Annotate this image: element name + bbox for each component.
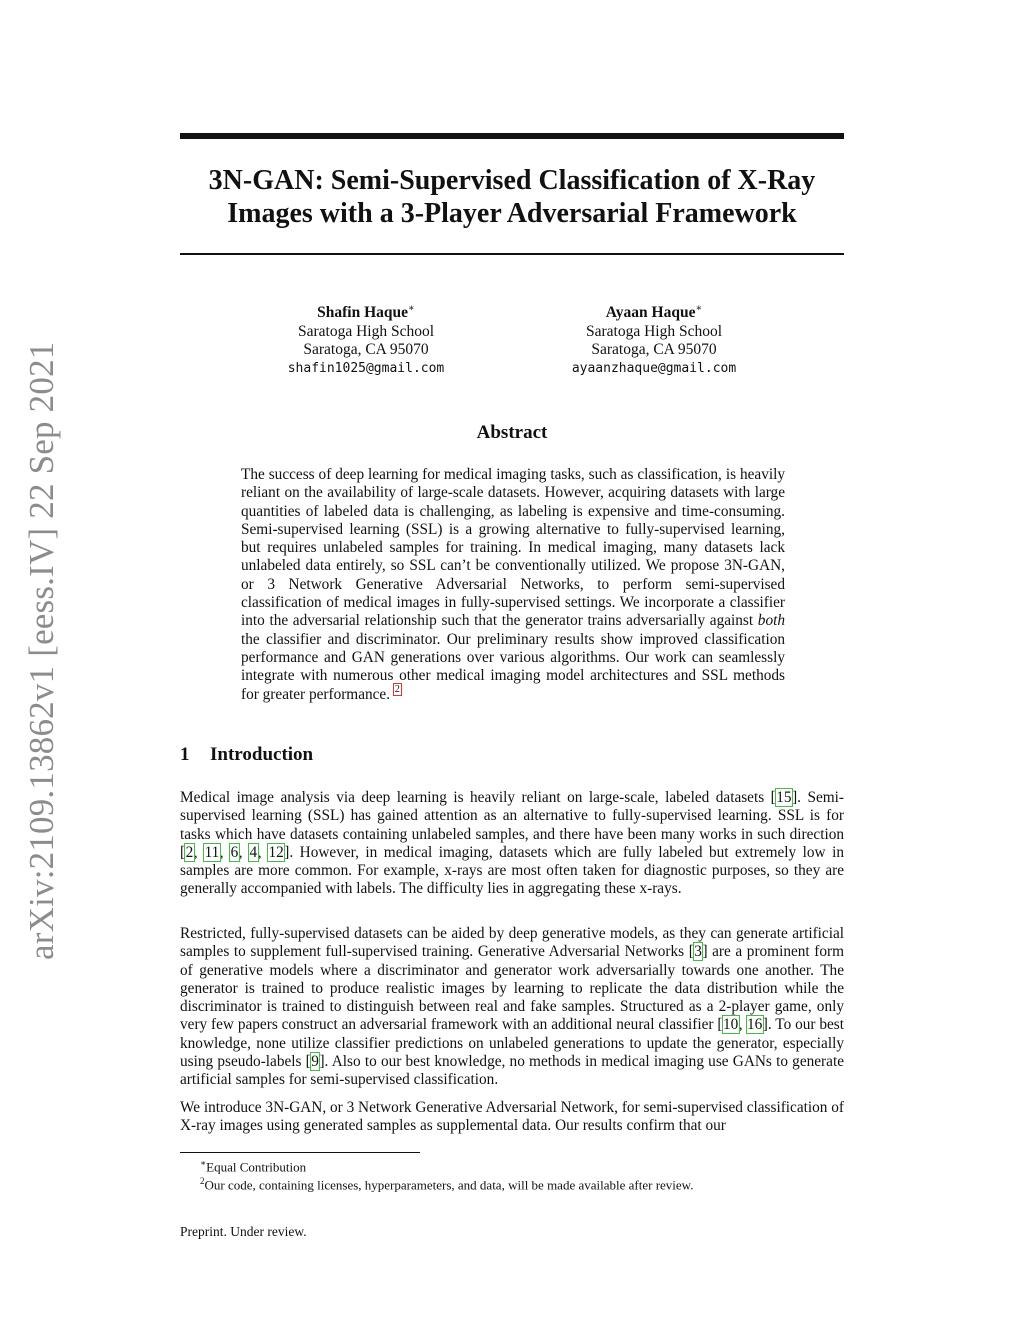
- author-block-2: [514, 300, 794, 378]
- citation-link[interactable]: 12: [268, 843, 284, 861]
- footnote-text: Equal Contribution: [206, 1159, 307, 1175]
- citation-link[interactable]: 16: [747, 1016, 763, 1034]
- author-block-1: [226, 300, 506, 378]
- equal-contribution-mark: ∗: [408, 303, 415, 314]
- abstract-text-part-1: The success of deep learning for medical imaging tasks, such as classification, is heavily reliant on the availability of large-scale datasets. However, acquiring datasets with large quantities of labeled data is challenging, as labeling is expensive and time-consuming. Semi-supervised learning (SSL) is a growing alternative to fully-supervised learning, but requires unlabeled samples for training. In medical imaging, many datasets lack unlabeled data entirely, so SSL can’t be conventionally utilized. We propose 3N-GAN, or 3 Network Generative Adversarial Networks, to perform semi-supervised classification of medical images in fully-supervised settings. We incorporate a classifier into the adversarial relationship such that the generator trains adversarially against: [241, 466, 785, 630]
- paragraph-text: ]. However, in medical imaging, datasets which are fully labeled but extremely low in samples are more common. For example, x-rays are most often taken for diagnostic purposes, so they are generally accompanied with labels. The difficulty lies in aggregating these x-rays.: [180, 843, 844, 898]
- abstract-heading: Abstract: [476, 422, 548, 443]
- footnote-2-link[interactable]: 2: [394, 684, 400, 696]
- paragraph-text: ]. To our best knowledge, none utilize classifier predictions on unlabeled generations to update the generator, especially using pseudo-labels [: [180, 1016, 844, 1071]
- author-location: Saratoga, CA 95070: [303, 341, 429, 359]
- citation-link[interactable]: 3: [694, 943, 702, 961]
- citation-link[interactable]: 9: [311, 1053, 319, 1071]
- footnote-mark: 2: [200, 1176, 205, 1186]
- author-location: Saratoga, CA 95070: [591, 341, 717, 359]
- footnote-text: Our code, containing licenses, hyperparameters, and data, will be made available after review.: [204, 1177, 694, 1193]
- preprint-note: Preprint. Under review.: [180, 1224, 307, 1239]
- intro-paragraph-2: [180, 925, 844, 1090]
- paragraph-text: Medical image analysis via deep learning is heavily reliant on large-scale, labeled datasets [: [180, 789, 776, 806]
- citation-separator: ,: [738, 1016, 747, 1034]
- title-bottom-rule: [180, 253, 844, 255]
- footnote-code-availability: [200, 1173, 840, 1193]
- author-affiliation: Saratoga High School: [297, 322, 435, 340]
- equal-contribution-mark: ∗: [695, 303, 703, 314]
- section-heading-introduction: [180, 744, 844, 766]
- citation-link[interactable]: 6: [230, 843, 239, 861]
- paragraph-text: ]. Also to our best knowledge, no methods in medical imaging use GANs to generate artificial samples for semi-supervised classification.: [180, 1053, 844, 1089]
- intro-paragraph-1: [180, 789, 844, 899]
- abstract-emphasis: both: [757, 612, 785, 630]
- author-email[interactable]: ayaanzhaque@gmail.com: [571, 360, 737, 376]
- citation-link[interactable]: 11: [204, 843, 220, 861]
- citation-separator: ,: [257, 843, 268, 861]
- paragraph-text: Restricted, fully-supervised datasets can be aided by deep generative models, as they can generate artificial samples to supplement full-supervised training. Generative Adversarial Networks [: [180, 925, 844, 961]
- paper-title: 3N-GAN: Semi-Supervised Classification of X-Ray Images with a 3-Player Adversarial Framework: [208, 165, 816, 229]
- author-name: Shafin Haque: [317, 304, 409, 322]
- citation-link[interactable]: 2: [185, 843, 194, 861]
- title-top-rule: [180, 133, 844, 139]
- section-title: Introduction: [210, 744, 314, 765]
- author-affiliation: Saratoga High School: [585, 322, 723, 340]
- citation-link[interactable]: 4: [249, 843, 258, 861]
- section-number: 1: [180, 744, 190, 765]
- paragraph-text: ] are a prominent form of generative models where a discriminator and generator work adversarially towards one another. The generator is trained to produce realistic images by learning to replicate the data distribution while the discriminator is trained to distinguish between real and fake samples. Structured as a 2-player game, only very few papers construct an adversarial framework with an additional neural classifier [: [180, 943, 844, 1034]
- author-email[interactable]: shafin1025@gmail.com: [287, 360, 445, 376]
- citation-separator: ,: [193, 843, 205, 861]
- author-name: Ayaan Haque: [605, 304, 696, 322]
- citation-separator: ,: [219, 843, 231, 861]
- abstract-text: [241, 466, 785, 704]
- intro-paragraph-3: We introduce 3N-GAN, or 3 Network Generative Adversarial Network, for semi-supervised classification of X-ray images using generated samples as supplemental data. Our results confirm that our: [180, 1099, 844, 1135]
- paragraph-text: ]. Semi-supervised learning (SSL) has gained attention as an alternative to fully-supervised learning. SSL is for tasks which have datasets containing unlabeled samples, and there have been many works in such direction [: [180, 789, 844, 861]
- footnote-rule: [180, 1152, 420, 1153]
- citation-link[interactable]: 10: [723, 1016, 739, 1034]
- citation-separator: ,: [238, 843, 250, 861]
- citation-link[interactable]: 15: [776, 789, 792, 806]
- footnote-mark: ∗: [200, 1158, 207, 1168]
- arxiv-identifier-stamp: arXiv:2109.13862v1 [eess.IV] 22 Sep 2021: [22, 341, 61, 960]
- abstract-text-part-2: the classifier and discriminator. Our preliminary results show improved classification performance and GAN generations over various algorithms. Our work can seamlessly integrate with numerous other medical imaging model architectures and SSL methods for greater performance.: [241, 630, 785, 703]
